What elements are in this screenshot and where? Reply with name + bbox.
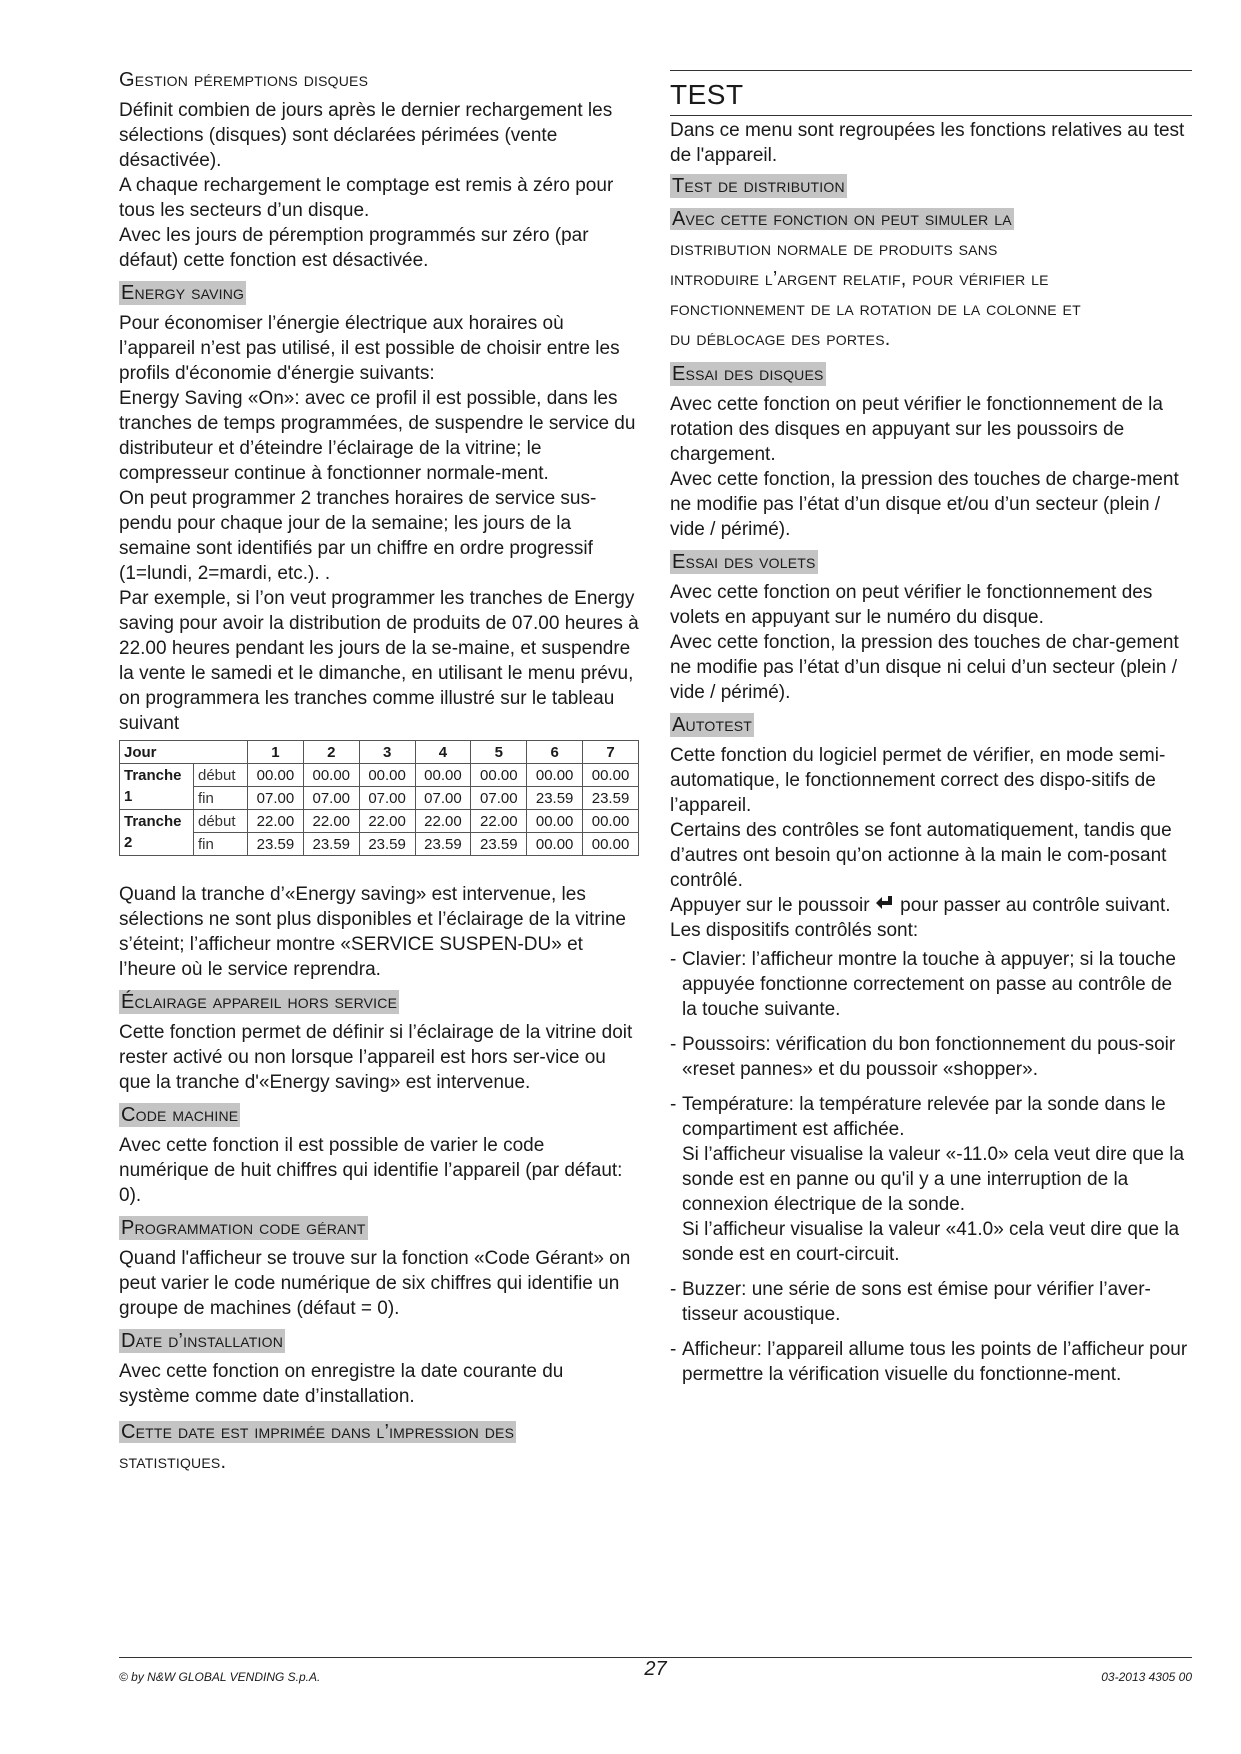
paragraph: A chaque rechargement le comptage est remis à zéro pour tous les secteurs d’un disque. bbox=[119, 175, 614, 221]
list-item: - Buzzer: une série de sons est émise pour vérifier l’aver-tisseur acoustique. bbox=[670, 1279, 1151, 1325]
table-cell: 07.00 bbox=[471, 787, 527, 810]
enter-arrow-icon bbox=[875, 895, 895, 913]
table-cell: 00.00 bbox=[303, 764, 359, 787]
table-row bbox=[120, 833, 639, 856]
paragraph: Par exemple, si l’on veut programmer les tranches de Energy saving pour avoir la distribution de produits de 07.00 heures à 22.00 heures pendant les jours de la se-maine, et suspendre la vente le samedi et le dimanche, en utilisant le menu prévu, on programmera les tranches comme illustré sur le tableau suivant bbox=[119, 588, 639, 734]
table-cell: 00.00 bbox=[583, 833, 639, 856]
table-cell: 23.59 bbox=[527, 787, 583, 810]
table-row bbox=[120, 764, 639, 787]
press-instruction bbox=[670, 893, 1192, 918]
group-label: Tranche 1 bbox=[120, 764, 194, 810]
section-heading: Date d’installation bbox=[121, 1330, 284, 1352]
paragraph: Avec cette fonction il est possible de varier le code numérique de huit chiffres qui identifie l’appareil (par défaut: 0). bbox=[119, 1135, 623, 1206]
paragraph: Les dispositifs contrôlés sont: bbox=[670, 920, 919, 941]
instruction-text: Appuyer sur le poussoir bbox=[670, 895, 875, 916]
paragraph: Dans ce menu sont regroupées les fonctions relatives au test de l'appareil. bbox=[670, 120, 1185, 166]
table-cell: 00.00 bbox=[415, 764, 471, 787]
paragraph: Quand la tranche d’«Energy saving» est intervenue, les sélections ne sont plus disponibles et l’éclairage de la vitrine s’éteint; l’afficheur montre «SERVICE SUSPEN-DU» et l’heure où le service reprendra. bbox=[119, 884, 626, 980]
closing-note bbox=[119, 1417, 639, 1477]
section-heading: Test de distribution bbox=[672, 175, 845, 197]
table-header-cell: 5 bbox=[471, 741, 527, 764]
table-cell: 00.00 bbox=[471, 764, 527, 787]
distribution-note bbox=[670, 204, 1192, 354]
table-cell: 00.00 bbox=[583, 810, 639, 833]
paragraph: Energy Saving «On»: avec ce profil il est possible, dans les tranches de temps programmées, de suspendre le service du distributeur et d’éteindre l’éclairage de la vitrine; le compresseur continue à fonctionner normale-ment. bbox=[119, 388, 636, 484]
document-code: 03-2013 4305 00 bbox=[1101, 1670, 1192, 1684]
table-header-cell: 1 bbox=[248, 741, 304, 764]
phase-label: début bbox=[194, 764, 248, 787]
paragraph: On peut programmer 2 tranches horaires de service sus-pendu pour chaque jour de la semaine; les jours de la semaine sont identifiés par un chiffre en ordre progressif (1=lundi, 2=mardi, etc.). . bbox=[119, 488, 597, 584]
table-cell: 00.00 bbox=[359, 764, 415, 787]
energy-saving-table bbox=[119, 740, 639, 856]
note-line: Avec cette fonction on peut simuler la bbox=[672, 208, 1012, 230]
paragraph: Avec cette fonction on peut vérifier le fonctionnement des volets en appuyant sur le numéro du disque. bbox=[670, 582, 1153, 628]
list-item: - Poussoirs: vérification du bon fonctionnement du pous-soir «reset pannes» et du poussoir «shopper». bbox=[670, 1034, 1176, 1080]
paragraph: Certains des contrôles se font automatiquement, tandis que d’autres ont besoin qu’on actionne à la main le com-posant contrôlé. bbox=[670, 820, 1172, 891]
instruction-text: pour passer au contrôle suivant. bbox=[894, 895, 1171, 916]
left-column bbox=[119, 68, 639, 1483]
section-heading: Essai des disques bbox=[672, 363, 824, 385]
note-line: distribution normale de produits sans bbox=[670, 238, 998, 260]
table-cell: 23.59 bbox=[359, 833, 415, 856]
paragraph: Avec cette fonction, la pression des touches de char-gement ne modifie pas l’état d’un disque ni celui d’un secteur (plein / vide / périmé). bbox=[670, 632, 1179, 703]
phase-label: fin bbox=[194, 833, 248, 856]
table-cell: 22.00 bbox=[471, 810, 527, 833]
note-line: du déblocage des portes. bbox=[670, 328, 891, 350]
table-cell: 23.59 bbox=[248, 833, 304, 856]
paragraph: Avec cette fonction on enregistre la date courante du système comme date d’installation. bbox=[119, 1361, 564, 1407]
table-header-cell: 4 bbox=[415, 741, 471, 764]
page-footer bbox=[119, 1657, 1192, 1684]
paragraph: Pour économiser l’énergie électrique aux horaires où l’appareil n’est pas utilisé, il est possible de choisir entre les profils d'économie d'énergie suivants: bbox=[119, 313, 620, 384]
paragraph: Cette fonction permet de définir si l’éclairage de la vitrine doit rester activé ou non lorsque l’appareil est hors ser-vice ou que la tranche d'«Energy saving» est intervenue. bbox=[119, 1022, 633, 1093]
table-cell: 22.00 bbox=[415, 810, 471, 833]
table-cell: 07.00 bbox=[303, 787, 359, 810]
table-cell: 00.00 bbox=[583, 764, 639, 787]
section-heading: Éclairage appareil hors service bbox=[121, 991, 398, 1013]
section-heading: Code machine bbox=[121, 1104, 239, 1126]
paragraph: Avec cette fonction on peut vérifier le fonctionnement de la rotation des disques en appuyant sur les poussoirs de chargement. bbox=[670, 394, 1163, 465]
table-cell: 23.59 bbox=[303, 833, 359, 856]
section-heading: Programmation code gérant bbox=[121, 1217, 366, 1239]
page-title: TEST bbox=[670, 70, 1192, 116]
paragraph: Cette fonction du logiciel permet de vérifier, en mode semi-automatique, le fonctionnement correct des dispo-sitifs de l’appareil. bbox=[670, 745, 1166, 816]
table-header-cell: 3 bbox=[359, 741, 415, 764]
section-heading: Autotest bbox=[672, 714, 753, 736]
table-cell: 00.00 bbox=[527, 833, 583, 856]
table-cell: 07.00 bbox=[415, 787, 471, 810]
table-header-cell: 2 bbox=[303, 741, 359, 764]
table-cell: 07.00 bbox=[248, 787, 304, 810]
section-heading: Energy saving bbox=[121, 282, 245, 304]
list-item: - Afficheur: l’appareil allume tous les points de l’afficheur pour permettre la vérification visuelle du fonctionne-ment. bbox=[670, 1339, 1188, 1385]
paragraph: Quand l'afficheur se trouve sur la fonction «Code Gérant» on peut varier le code numérique de six chiffres qui identifie un groupe de machines (défaut = 0). bbox=[119, 1248, 631, 1319]
list-item-extra: Si l’afficheur visualise la valeur «-11.0» cela veut dire que la sonde est en panne ou qu'il y a une interruption de la connexion électrique de la sonde. bbox=[682, 1144, 1185, 1215]
table-header-cell: Jour bbox=[120, 741, 248, 764]
phase-label: début bbox=[194, 810, 248, 833]
group-label: Tranche 2 bbox=[120, 810, 194, 856]
closing-note-line: statistiques. bbox=[119, 1451, 227, 1473]
device-list bbox=[670, 947, 1192, 1387]
note-line: fonctionnement de la rotation de la colonne et bbox=[670, 298, 1081, 320]
table-header-row bbox=[120, 741, 639, 764]
list-item: - Clavier: l’afficheur montre la touche à appuyer; si la touche appuyée fonctionne correctement on passe au contrôle de la touche suivante. bbox=[670, 949, 1176, 1020]
table-header-cell: 6 bbox=[527, 741, 583, 764]
table-cell: 00.00 bbox=[527, 764, 583, 787]
table-cell: 23.59 bbox=[583, 787, 639, 810]
table-cell: 00.00 bbox=[248, 764, 304, 787]
table-cell: 22.00 bbox=[359, 810, 415, 833]
closing-note-line: Cette date est imprimée dans l’impression des bbox=[121, 1421, 515, 1443]
paragraph: Définit combien de jours après le dernier rechargement les sélections (disques) sont déclarées périmées (vente désactivée). bbox=[119, 100, 613, 171]
phase-label: fin bbox=[194, 787, 248, 810]
section-heading: Essai des volets bbox=[672, 551, 816, 573]
paragraph: Avec les jours de péremption programmés sur zéro (par défaut) cette fonction est désactivée. bbox=[119, 225, 589, 271]
note-line: introduire l’argent relatif, pour vérifier le bbox=[670, 268, 1049, 290]
table-cell: 23.59 bbox=[471, 833, 527, 856]
page-number: 27 bbox=[644, 1658, 667, 1680]
list-item-extra: Si l’afficheur visualise la valeur «41.0» cela veut dire que la sonde est en court-circuit. bbox=[682, 1219, 1180, 1265]
table-cell: 23.59 bbox=[415, 833, 471, 856]
table-row bbox=[120, 787, 639, 810]
table-cell: 22.00 bbox=[303, 810, 359, 833]
table-header-cell: 7 bbox=[583, 741, 639, 764]
table-cell: 07.00 bbox=[359, 787, 415, 810]
table-cell: 22.00 bbox=[248, 810, 304, 833]
section-heading: Gestion péremptions disques bbox=[119, 69, 369, 91]
right-column bbox=[670, 70, 1192, 1397]
copyright: © by N&W GLOBAL VENDING S.p.A. bbox=[119, 1670, 321, 1684]
list-item: - Température: la température relevée par la sonde dans le compartiment est affichée. Si l’afficheur visualise la valeur «-11.0» cela veut dire que la sonde est en panne ou qu'il y a une interruption de la connexion électrique de la sonde. Si l’afficheur visualise la valeur «41.0» cela veut dire que la sonde est en court-circuit. bbox=[670, 1094, 1185, 1265]
table-row bbox=[120, 810, 639, 833]
table-cell: 00.00 bbox=[527, 810, 583, 833]
paragraph: Avec cette fonction, la pression des touches de charge-ment ne modifie pas l’état d’un disque et/ou d’un secteur (plein / vide / périmé). bbox=[670, 469, 1179, 540]
